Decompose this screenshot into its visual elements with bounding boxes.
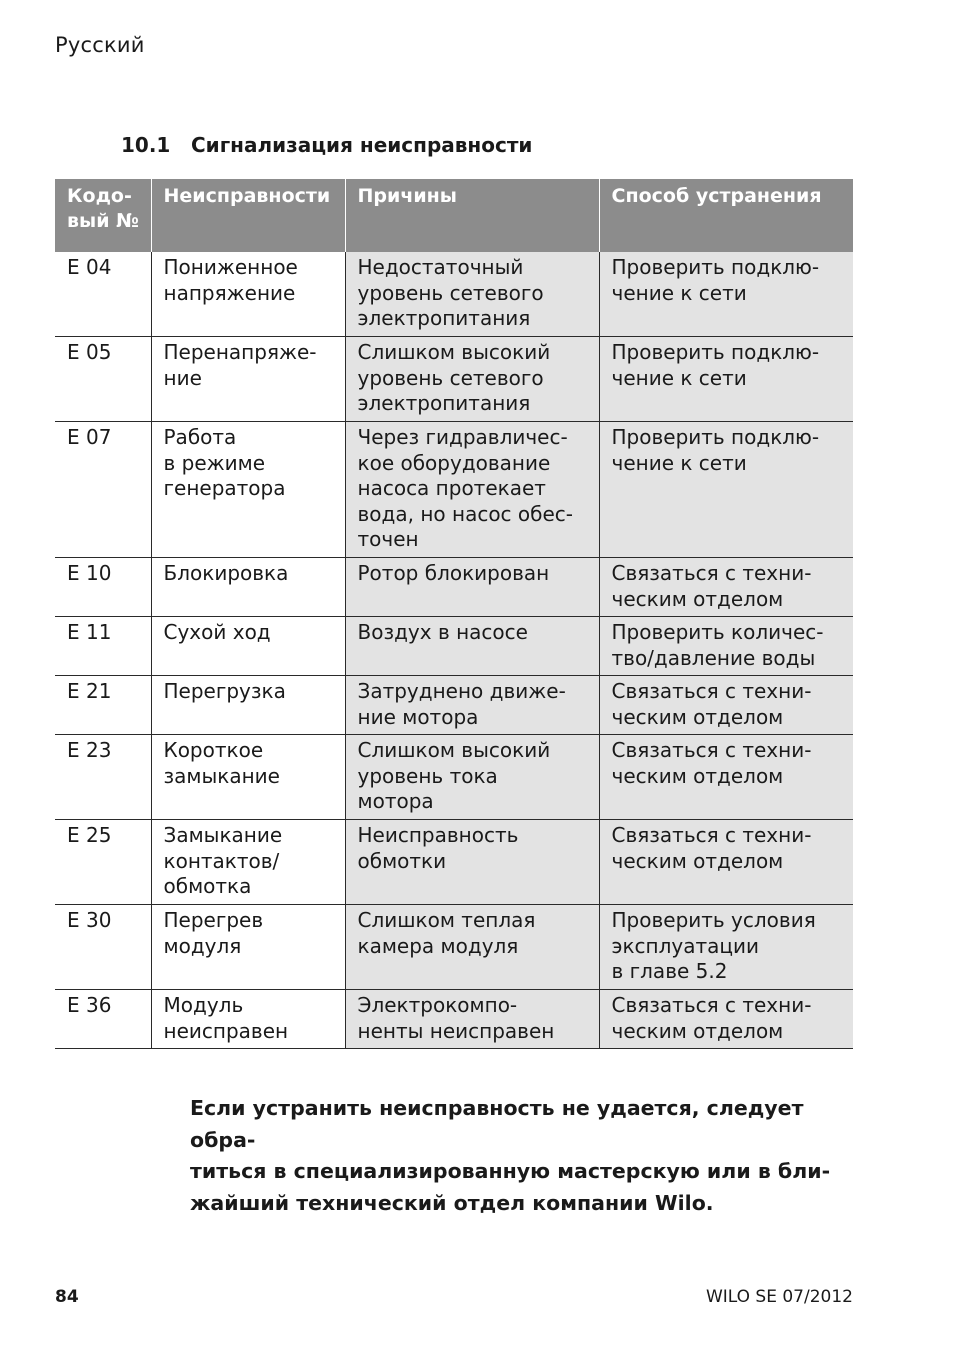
cell-fault: Замыкание контактов/ обмотка	[151, 820, 345, 905]
cell-cause: Слишком теплая камера модуля	[345, 905, 599, 990]
cell-code: E 30	[55, 905, 151, 990]
cell-cause: Недостаточный уровень сетевого электропитания	[345, 252, 599, 337]
cell-fault: Модуль неисправен	[151, 990, 345, 1049]
header-cause: Причины	[345, 179, 599, 252]
cell-fault: Сухой ход	[151, 617, 345, 676]
cell-code: E 25	[55, 820, 151, 905]
cell-fault: Перегрев модуля	[151, 905, 345, 990]
cell-remedy: Связаться с техни- ческим отделом	[599, 820, 853, 905]
table-row	[55, 676, 853, 735]
table-row	[55, 990, 853, 1049]
cell-code: E 10	[55, 558, 151, 617]
cell-code: E 11	[55, 617, 151, 676]
cell-fault: Работа в режиме генератора	[151, 422, 345, 558]
fault-table	[55, 179, 853, 1049]
table-row	[55, 617, 853, 676]
cell-cause: Затруднено движе- ние мотора	[345, 676, 599, 735]
cell-fault: Блокировка	[151, 558, 345, 617]
cell-cause: Неисправность обмотки	[345, 820, 599, 905]
header-fault: Неисправности	[151, 179, 345, 252]
table-row	[55, 337, 853, 422]
cell-remedy: Проверить подклю- чение к сети	[599, 422, 853, 558]
cell-cause: Слишком высокий уровень тока мотора	[345, 735, 599, 820]
table-row	[55, 820, 853, 905]
cell-code: E 07	[55, 422, 151, 558]
table-row	[55, 422, 853, 558]
header-remedy: Способ устранения	[599, 179, 853, 252]
header-code: Кодо- вый №	[55, 179, 151, 252]
cell-code: E 04	[55, 252, 151, 337]
section-heading	[121, 133, 532, 157]
language-label: Русский	[55, 33, 145, 57]
cell-code: E 36	[55, 990, 151, 1049]
cell-remedy: Связаться с техни- ческим отделом	[599, 558, 853, 617]
cell-code: E 05	[55, 337, 151, 422]
cell-remedy: Связаться с техни- ческим отделом	[599, 676, 853, 735]
table-row	[55, 905, 853, 990]
cell-remedy: Связаться с техни- ческим отделом	[599, 735, 853, 820]
cell-remedy: Проверить подклю- чение к сети	[599, 252, 853, 337]
cell-remedy: Проверить количес- тво/давление воды	[599, 617, 853, 676]
cell-fault: Перенапряже- ние	[151, 337, 345, 422]
cell-remedy: Проверить условия эксплуатации в главе 5.2	[599, 905, 853, 990]
table-row	[55, 735, 853, 820]
cell-code: E 21	[55, 676, 151, 735]
cell-fault: Короткое замыкание	[151, 735, 345, 820]
footer-brand: WILO SE 07/2012	[705, 1287, 853, 1307]
page-number: 84	[55, 1287, 79, 1307]
table-header-row	[55, 179, 853, 252]
cell-cause: Электрокомпо- ненты неисправен	[345, 990, 599, 1049]
cell-remedy: Связаться с техни- ческим отделом	[599, 990, 853, 1049]
cell-cause: Воздух в насосе	[345, 617, 599, 676]
cell-remedy: Проверить подклю- чение к сети	[599, 337, 853, 422]
cell-fault: Пониженное напряжение	[151, 252, 345, 337]
section-number: 10.1	[121, 133, 171, 157]
cell-cause: Слишком высокий уровень сетевого электропитания	[345, 337, 599, 422]
table-row	[55, 252, 853, 337]
service-note: Если устранить неисправность не удается, следует обра- титься в специализированную мастерскую или в бли- жайший технический отдел компании Wilo.	[190, 1096, 831, 1215]
section-title: Сигнализация неисправности	[191, 133, 533, 157]
cell-code: E 23	[55, 735, 151, 820]
cell-cause: Ротор блокирован	[345, 558, 599, 617]
table-row	[55, 558, 853, 617]
cell-cause: Через гидравличес- кое оборудование насоса протекает вода, но насос обес- точен	[345, 422, 599, 558]
cell-fault: Перегрузка	[151, 676, 345, 735]
